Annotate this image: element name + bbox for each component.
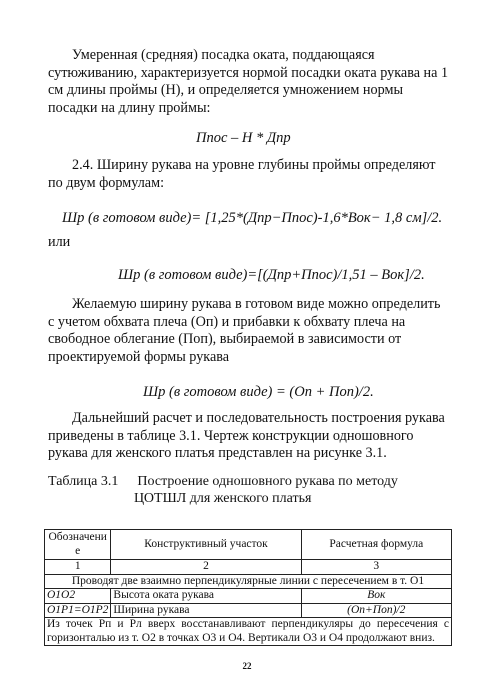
paragraph-4 xyxy=(48,410,450,463)
table-header-cell: Конструктивный участок xyxy=(111,530,301,560)
table-cell: Ширина рукава xyxy=(111,603,301,618)
paragraph-2 xyxy=(48,157,450,192)
table-cell: 2 xyxy=(111,560,301,575)
page-number: 22 xyxy=(242,661,252,671)
paragraph-line: приведены в таблице 3.1. Чертеж конструкции одношовного xyxy=(48,427,414,444)
table-cell: 1 xyxy=(45,560,111,575)
paragraph-line: проектируемой формы рукава xyxy=(48,348,230,365)
paragraph-line: по двум формулам: xyxy=(48,174,165,191)
table-cell: Вок xyxy=(301,589,451,604)
table-cell: (Оп+Поп)/2 xyxy=(301,603,451,618)
table-row xyxy=(45,618,452,646)
table-row xyxy=(45,589,452,604)
table-cell: О1Р1=О1Р2 xyxy=(45,603,111,618)
table-span-cell: Проводят две взаимно перпендикулярные линии с пересечением в т. О1 xyxy=(45,574,452,589)
paragraph-line: Умеренная (средняя) посадка оката, поддающаяся xyxy=(72,47,375,63)
formula-sleeve-width-3: Шр (в готовом виде) = (Оп + Поп)/2. xyxy=(143,384,374,400)
paragraph-line: Желаемую ширину рукава в готовом виде можно определить xyxy=(72,296,441,312)
formula-sleeve-width-1: Шр (в готовом виде)= [1,25*(Дпр−Ппос)-1,6*Вок− 1,8 см]/2. xyxy=(62,210,443,226)
formula-posadka: Ппос – Н * Дпр xyxy=(196,130,291,146)
table-header-cell: Расчетная формула xyxy=(301,530,451,560)
paragraph-line: с учетом обхвата плеча (Оп) и прибавки к обхвату плеча на xyxy=(48,313,406,330)
table-row xyxy=(45,574,452,589)
paragraph-line: посадки на длину проймы: xyxy=(48,99,211,116)
paragraph-line: свободное облегание (Поп), выбираемой в зависимости от xyxy=(48,331,402,347)
construction-table xyxy=(44,529,452,646)
paragraph-1 xyxy=(48,47,450,117)
or-word: или xyxy=(48,234,71,250)
paragraph-line: Дальнейший расчет и последовательность построения рукава xyxy=(72,410,445,426)
table-header-row xyxy=(45,530,452,560)
table-cell: О1О2 xyxy=(45,589,111,604)
table-title-line-2: ЦОТШЛ для женского платья xyxy=(134,491,312,506)
table-cell: Высота оката рукава xyxy=(111,589,301,604)
paragraph-line: см длины проймы (Н), и определяется умножением нормы xyxy=(48,82,404,98)
table-title-line-1: Построение одношовного рукава по методу xyxy=(137,474,398,489)
paragraph-line: сутюживанию, характеризуется нормой посадки оката рукава на 1 xyxy=(48,64,449,81)
table-cell: 3 xyxy=(301,560,451,575)
table-row xyxy=(45,603,452,618)
paragraph-3 xyxy=(48,296,450,366)
paragraph-line: рукава для женского платья представлен на рисунке 3.1. xyxy=(48,445,387,461)
table-caption xyxy=(48,473,398,491)
table-span-cell: Из точек Рп и Рл вверх восстанавливают перпендикуляры до пересечения с горизонталью из т. О2 в точках О3 и О4. Вертикали О3 и О4 продолжают вниз. xyxy=(45,618,452,646)
table-number-row xyxy=(45,560,452,575)
table-label: Таблица 3.1 xyxy=(48,474,119,489)
formula-sleeve-width-2: Шр (в готовом виде)=[(Дпр+Ппос)/1,51 – Вок]/2. xyxy=(118,267,425,283)
paragraph-line: 2.4. Ширину рукава на уровне глубины проймы определяют xyxy=(72,157,436,173)
table-header-cell: Обозначени е xyxy=(45,530,111,560)
